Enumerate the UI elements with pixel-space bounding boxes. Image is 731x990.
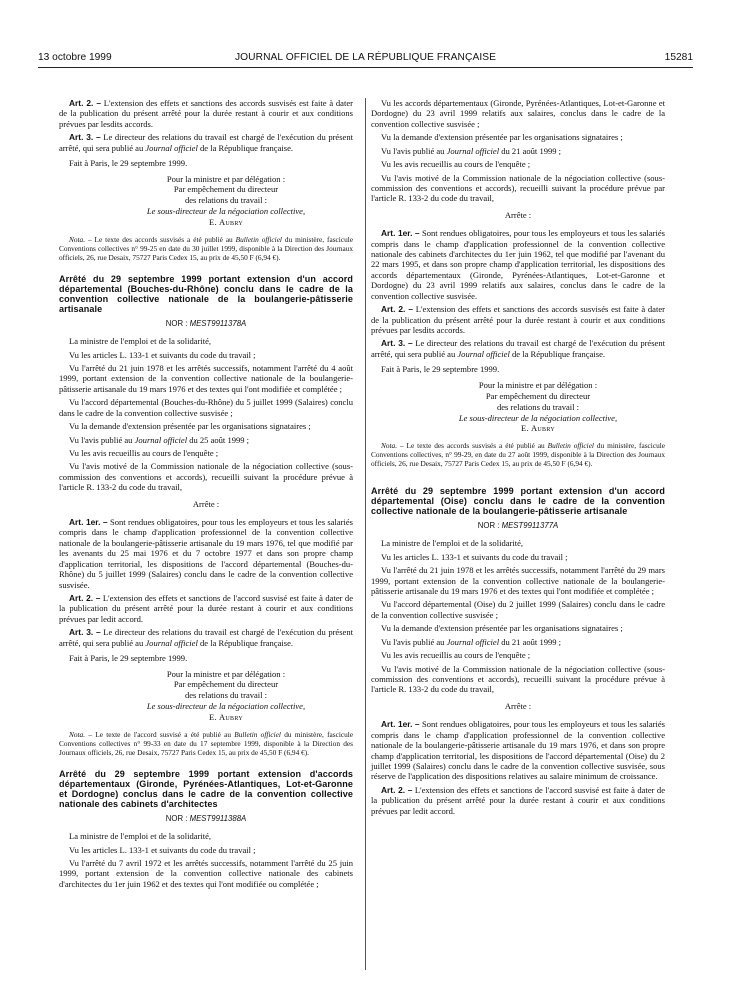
left-column bbox=[59, 98, 353, 892]
nota: Nota. – Le texte des accords susvisés a été publié au Bulletin officiel du ministère, fascicule Conventions collectives, n° 99-29, en date du 27 août 1999, disponible à la Direction des Journaux officiels, 26, rue Desaix, 75727 Paris Cedex 15, au prix de 45,50 F (6,94 €). bbox=[371, 441, 665, 469]
visa: Vu la demande d'extension présentée par les organisations signataires ; bbox=[381, 132, 623, 143]
nota: Nota. – Le texte de l'accord susvisé a été publié au Bulletin officiel du ministère, fascicule Conventions collectives n° 99-33 en date du 17 septembre 1999, disponible à la Direction des Journaux officiels, 26, rue Desaix, 75727 Paris Cedex 15, au prix de 45,50 F (6,94 €). bbox=[59, 730, 354, 757]
visa: Vu l'avis publié au Journal officiel du 21 août 1999 ; bbox=[381, 145, 562, 156]
article-2: Art. 2. – L'extension des effets et sanctions des accords susvisés est faite à dater de la publication du présent arrêté pour la durée restant à courir et aux conditions prévues par lesdits accords. bbox=[371, 304, 665, 336]
article-2: Art. 2. – L'extension des effets et sanctions de l'accord susvisé est faite à dater de la publication du présent arrêté pour la durée restant à courir et aux conditions prévues par ledit accord. bbox=[371, 784, 665, 816]
article-3: Art. 3. – Le directeur des relations du travail est chargé de l'exécution du présent arrêté, qui sera publié au Journal officiel de la République française. bbox=[59, 132, 353, 153]
article-1: Art. 1er. – Sont rendues obligatoires, pour tous les employeurs et tous les salariés compris dans le champ d'application professionnel de la convention collective nationale de la boulangerie-pâtisserie artisanale du 19 mars 1976, tel que modifié par les avenants du 25 mai 1976 et du 7 octobre 1977 et dans son propre champ d'application territorial, les dispositions de l'accord départemental (Bouches-du-Rhône) du 5 juillet 1999 (Salaires) conclu dans le cadre de la convention collective susvisée. bbox=[59, 517, 354, 590]
visa: Vu l'arrêté du 21 juin 1978 et les arrêtés successifs, notamment l'arrêté du 4 août 1999, portant extension de la convention collective nationale de la boulangerie-pâtisserie artisanale du 19 mars 1976 et des textes qui l'ont modifiée et complétée ; bbox=[59, 362, 353, 394]
decree-title: Arrêté du 29 septembre 1999 portant extension d'accords départementaux (Gironde, Pyrénées-Atlantiques, Lot-et-Garonne et Dordogne) conclus dans le cadre de la convention collective nationale des cabinets d'architectes bbox=[59, 768, 353, 809]
signed-date: Fait à Paris, le 29 septembre 1999. bbox=[69, 653, 188, 664]
minister-line: La ministre de l'emploi et de la solidarité, bbox=[381, 538, 524, 549]
journal-title: JOURNAL OFFICIEL DE LA RÉPUBLIQUE FRANÇAISE bbox=[234, 52, 497, 63]
visa: Vu les avis recueillis au cours de l'enquête ; bbox=[381, 159, 531, 170]
minister-line: La ministre de l'emploi et de la solidarité, bbox=[69, 336, 212, 347]
minister-line: La ministre de l'emploi et de la solidarité, bbox=[69, 831, 212, 842]
right-column bbox=[371, 98, 665, 819]
nor-reference: NOR : MEST9911388A bbox=[165, 813, 247, 823]
article-2: Art. 2. – L'extension des effets et sanctions des accords susvisés est faite à dater de la publication du présent arrêté pour la durée restant à courir et aux conditions prévues par lesdits accords. bbox=[59, 98, 353, 129]
article-1: Art. 1er. – Sont rendues obligatoires, pour tous les employeurs et tous les salariés compris dans le champ d'application professionnel de la convention collective nationale de la boulangerie-pâtisserie artisanale du 19 mars 1976, et dans son propre champ d'application territorial, les dispositions de l'accord départemental (Oise) du 2 juillet 1999 (Salaires) conclu dans le cadre de la convention collective susvisée, sous réserve de l'application des dispositions relatives au salaire minimum de croissance. bbox=[371, 719, 666, 782]
visa: Vu l'arrêté du 7 avril 1972 et les arrêtés successifs, notamment l'arrêté du 25 juin 1999, portant extension de la convention collective nationale des cabinets d'architectes du 1er juin 1962 et des textes qui l'ont modifiée ou complétée ; bbox=[59, 857, 353, 889]
visa: Vu les articles L. 133-1 et suivants du code du travail ; bbox=[69, 844, 256, 855]
article-3: Art. 3. – Le directeur des relations du travail est chargé de l'exécution du présent arrêté, qui sera publié au Journal officiel de la République française. bbox=[371, 338, 665, 359]
visa: Vu les avis recueillis au cours de l'enquête ; bbox=[381, 650, 531, 661]
decree-title: Arrêté du 29 septembre 1999 portant extension d'un accord départemental (Oise) conclu dans le cadre de la convention collective nationale de la boulangerie-pâtisserie artisanale bbox=[371, 486, 665, 516]
page-header bbox=[38, 52, 693, 68]
article-3: Art. 3. – Le directeur des relations du travail est chargé de l'exécution du présent arrêté, qui sera publié au Journal officiel de la République française. bbox=[59, 627, 353, 648]
visa: Vu les articles L. 133-1 et suivants du code du travail ; bbox=[381, 551, 568, 562]
visa: Vu l'accord départemental (Oise) du 2 juillet 1999 (Salaires) conclu dans le cadre de la convention collective susvisée ; bbox=[371, 599, 665, 620]
signature-block: Pour la ministre et par délégation : Par empêchement du directeur des relations du travail : Le sous-directeur de la négociation collective, E. Aubry bbox=[458, 379, 618, 434]
visa: Vu la demande d'extension présentée par les organisations signataires ; bbox=[69, 421, 311, 432]
article-1: Art. 1er. – Sont rendues obligatoires, pour tous les employeurs et tous les salariés compris dans le champ d'application professionnel de la convention collective nationale des cabinets d'architectes du 1er juin 1962, tel que modifié par l'avenant du 22 mars 1995, et dans son propre champ d'application territorial, les dispositions des accords départementaux (Gironde, Pyrénées-Atlantiques, Lot-et-Garonne et Dordogne) du 23 avril 1999 relatifs aux salaires, conclus dans le cadre de la convention collective susvisée. bbox=[371, 228, 666, 301]
visa: Vu l'avis publié au Journal officiel du 21 août 1999 ; bbox=[381, 636, 562, 647]
column-divider bbox=[365, 98, 366, 970]
visa: Vu les articles L. 133-1 et suivants du code du travail ; bbox=[69, 349, 256, 360]
visa: Vu la demande d'extension présentée par les organisations signataires ; bbox=[381, 623, 623, 634]
header-rule bbox=[38, 67, 693, 68]
decree-title: Arrêté du 29 septembre 1999 portant extension d'un accord départemental (Bouches-du-Rhône) conclu dans le cadre de la convention collective nationale de la boulangerie-pâtisserie artisanale bbox=[59, 273, 353, 314]
signature-block: Pour la ministre et par délégation : Par empêchement du directeur des relations du travail : Le sous-directeur de la négociation collective, E. Aubry bbox=[146, 668, 306, 723]
visa: Vu l'avis motivé de la Commission nationale de la négociation collective (sous-commission des conventions et accords), recueilli suivant la procédure prévue à l'article R. 133-2 du code du travail, bbox=[371, 663, 665, 695]
signed-date: Fait à Paris, le 29 septembre 1999. bbox=[69, 158, 188, 169]
visa: Vu les avis recueillis au cours de l'enquête ; bbox=[69, 447, 219, 458]
nota: Nota. – Le texte des accords susvisés a été publié au Bulletin officiel du ministère, fascicule Conventions collectives n° 99-25 en date du 30 juillet 1999, disponible à la Direction des Journaux officiels, 26, rue Desaix, 75727 Paris Cedex 15, au prix de 45,50 F (6,94 €). bbox=[59, 235, 353, 262]
arrete-label: Arrête : bbox=[504, 209, 532, 220]
visa: Vu l'avis motivé de la Commission nationale de la négociation collective (sous-commission des conventions et accords), recueilli suivant la procédure prévue par l'article R. 133-2 du code du travail, bbox=[371, 172, 665, 204]
article-2: Art. 2. – L'extension des effets et sanctions de l'accord susvisé est faite à dater de la publication du présent arrêté pour la durée restant à courir et aux conditions prévues par ledit accord. bbox=[59, 593, 353, 624]
nor-reference: NOR : MEST9911378A bbox=[165, 318, 247, 328]
visa: Vu l'arrêté du 21 juin 1978 et les arrêtés successifs, notamment l'arrêté du 29 mars 1999, portant extension de la convention collective nationale de la boulangerie-pâtisserie artisanale du 19 mars 1976 et des textes qui l'ont modifiée et complétée ; bbox=[371, 565, 665, 597]
visa: Vu l'avis publié au Journal officiel du 25 août 1999 ; bbox=[69, 434, 250, 445]
visa: Vu l'avis motivé de la Commission nationale de la négociation collective (sous-commission des conventions et accords), recueilli suivant la procédure prévue à l'article R. 133-2 du code du travail, bbox=[59, 461, 353, 493]
header-date: 13 octobre 1999 bbox=[38, 52, 112, 63]
signature-block: Pour la ministre et par délégation : Par empêchement du directeur des relations du travail : Le sous-directeur de la négociation collective, E. Aubry bbox=[146, 173, 306, 228]
visa: Vu les accords départementaux (Gironde, Pyrénées-Atlantiques, Lot-et-Garonne et Dordogne) du 23 avril 1999 relatifs aux salaires, conclus dans le cadre de la convention collective susvisée ; bbox=[371, 98, 665, 129]
nor-reference: NOR : MEST9911377A bbox=[477, 520, 559, 530]
signed-date: Fait à Paris, le 29 septembre 1999. bbox=[381, 364, 500, 375]
page-number: 15281 bbox=[664, 52, 693, 63]
arrete-label: Arrête : bbox=[192, 498, 220, 509]
arrete-label: Arrête : bbox=[504, 700, 532, 711]
visa: Vu l'accord départemental (Bouches-du-Rhône) du 5 juillet 1999 (Salaires) conclu dans le cadre de la convention collective susvisée ; bbox=[59, 397, 353, 418]
